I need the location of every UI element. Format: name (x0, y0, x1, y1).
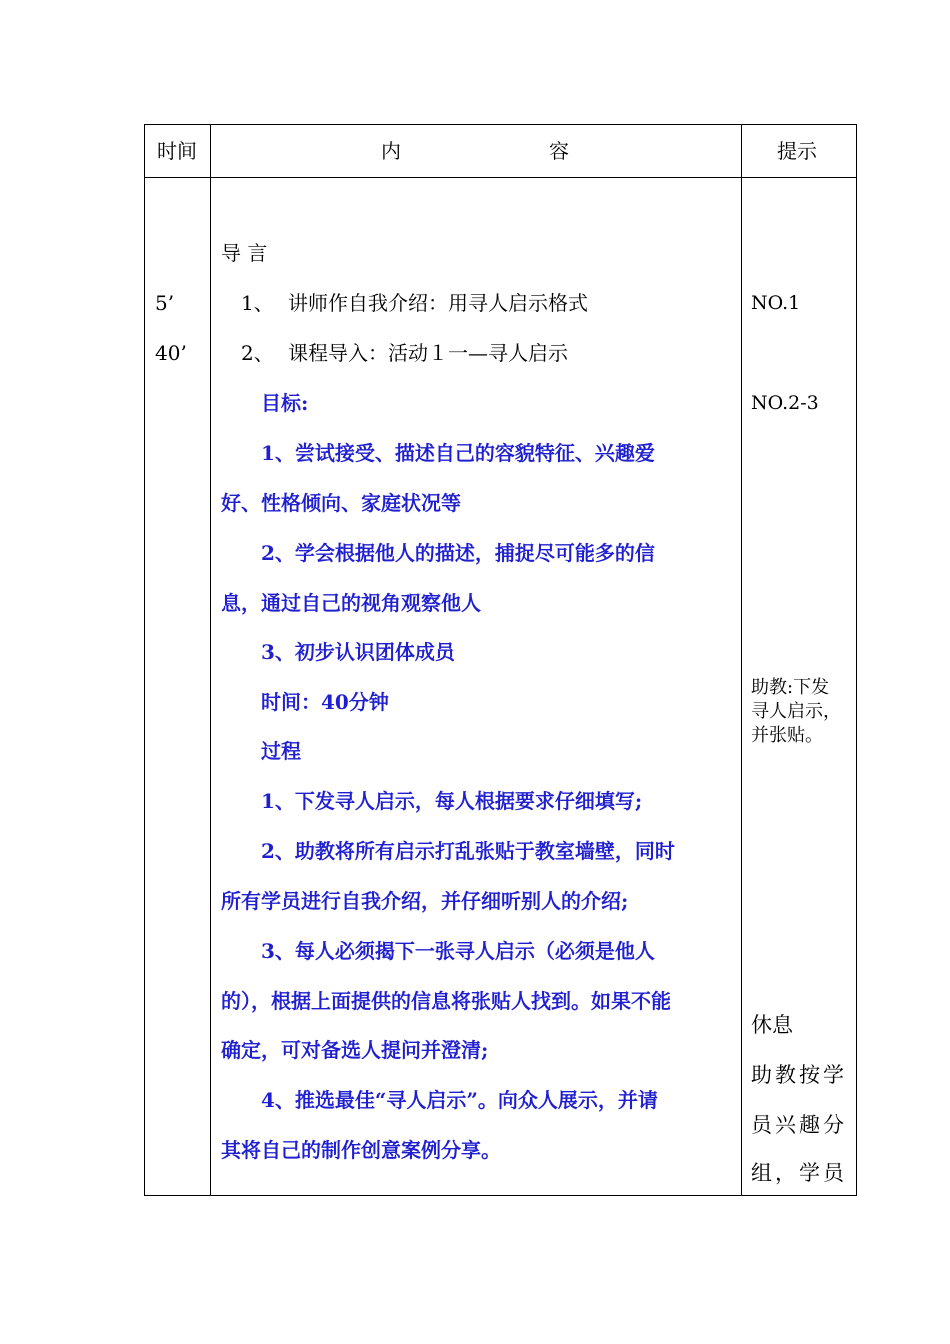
step2-line2: 所有学员进行自我介绍，并仔细听别人的介绍; (221, 889, 629, 913)
column-divider-tip (741, 125, 742, 1195)
step1: 1、下发寻人启示，每人根据要求仔细填写; (261, 789, 643, 813)
process-title: 过程 (261, 739, 301, 763)
column-divider-time (210, 125, 211, 1195)
goal2-line2: 息，通过自己的视角观察他人 (221, 591, 481, 615)
item1-text: 讲师作自我介绍：用寻人启示格式 (288, 291, 588, 315)
goal3: 3、初步认识团体成员 (261, 640, 455, 664)
tip-assist-line2: 寻人启示， (751, 701, 841, 722)
tip-no1: NO.1 (751, 292, 801, 314)
tip-no2-3: NO.2-3 (751, 392, 819, 414)
time-value-5: 5’ (155, 291, 175, 315)
step4-line2: 其将自己的制作创意案例分享。 (221, 1138, 501, 1162)
goal-title: 目标: (261, 391, 309, 415)
tip-assist-line3: 并张贴。 (751, 725, 823, 746)
goal1-line1: 1、尝试接受、描述自己的容貌特征、兴趣爱 (261, 441, 655, 465)
step2-line1: 2、助教将所有启示打乱张贴于教室墙壁，同时 (261, 839, 675, 863)
tip-group-line3: 组，学员 (751, 1161, 847, 1185)
step3-line3: 确定，可对备选人提问并澄清; (221, 1038, 489, 1062)
intro-heading: 导 言 (221, 241, 268, 265)
lesson-table (144, 124, 857, 1196)
header-time: 时间 (157, 139, 197, 163)
header-divider (145, 177, 856, 178)
goal1-line2: 好、性格倾向、家庭状况等 (221, 491, 461, 515)
tip-assist-line1: 助教:下发 (751, 677, 830, 698)
step3-line1: 3、每人必须揭下一张寻人启示（必须是他人 (261, 939, 655, 963)
tip-group-line2: 员兴趣分 (751, 1113, 847, 1137)
header-tip: 提示 (777, 139, 817, 163)
header-content-part1: 内 (381, 139, 401, 163)
tip-rest: 休息 (751, 1013, 793, 1037)
item1-number: 1、 (241, 291, 274, 315)
time-value-40: 40’ (155, 341, 187, 365)
step4-line1: 4、推选最佳“寻人启示”。向众人展示，并请 (261, 1088, 658, 1112)
step3-line2: 的），根据上面提供的信息将张贴人找到。如果不能 (221, 989, 671, 1013)
item2-text: 课程导入：活动１一—寻人启示 (288, 341, 568, 365)
duration: 时间：40分钟 (261, 690, 389, 714)
goal2-line1: 2、学会根据他人的描述，捕捉尽可能多的信 (261, 541, 655, 565)
item2-number: 2、 (241, 341, 274, 365)
tip-group-line1: 助教按学 (751, 1063, 847, 1087)
header-content-part2: 容 (549, 139, 569, 163)
